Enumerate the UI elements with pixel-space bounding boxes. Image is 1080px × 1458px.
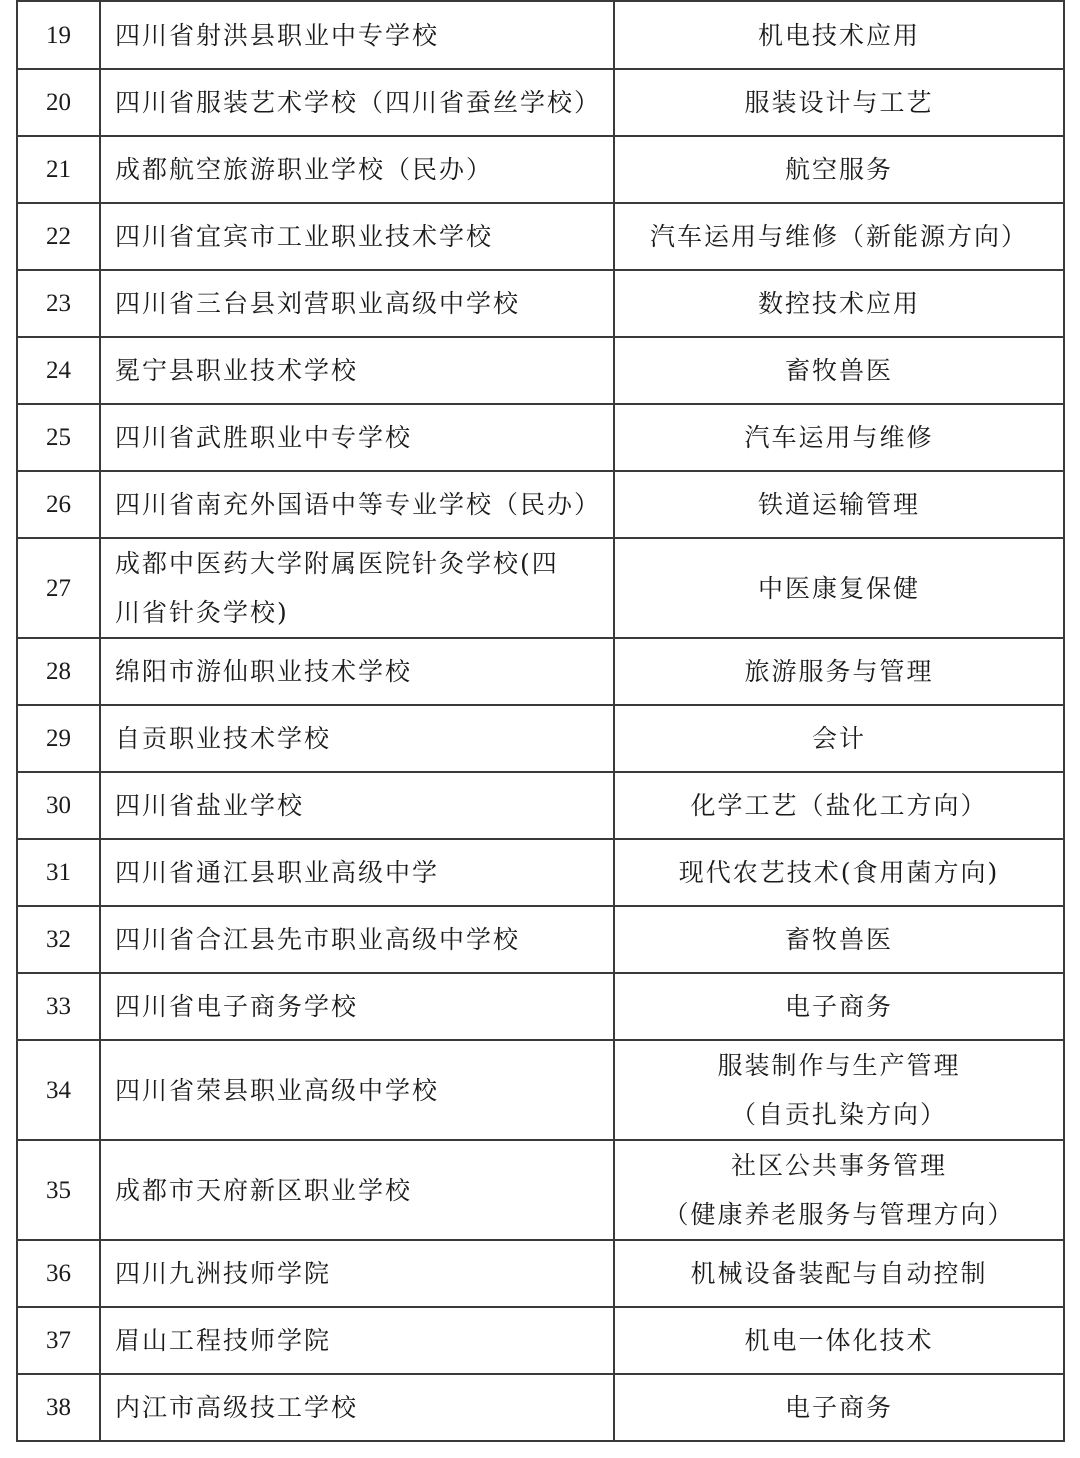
school-name-cell xyxy=(100,404,614,471)
table-row xyxy=(17,973,1064,1040)
major-name-cell xyxy=(614,638,1064,705)
school-name-line: 四川省合江县先市职业高级中学校 xyxy=(115,925,521,954)
major-name-line: 中医康复保健 xyxy=(757,573,920,603)
table-row xyxy=(17,1374,1064,1441)
table-row xyxy=(17,1,1064,69)
major-name-line: 汽车运用与维修 xyxy=(744,423,934,452)
row-number-cell: 32 xyxy=(17,906,100,973)
row-number-cell: 27 xyxy=(17,538,100,638)
major-name-cell xyxy=(614,1307,1064,1374)
table-row xyxy=(17,705,1064,772)
school-name-line: 自贡职业技术学校 xyxy=(115,724,332,753)
major-name-cell xyxy=(614,1,1064,69)
major-name-line: 畜牧兽医 xyxy=(784,356,893,385)
row-number-cell: 36 xyxy=(17,1240,100,1307)
major-name-cell xyxy=(614,404,1064,471)
school-name-line: 成都市天府新区职业学校 xyxy=(115,1175,413,1205)
major-name-cell xyxy=(614,973,1064,1040)
major-name-cell xyxy=(614,270,1064,337)
row-number-cell: 37 xyxy=(17,1307,100,1374)
table-row xyxy=(17,471,1064,538)
school-name-cell xyxy=(100,638,614,705)
row-number-cell: 38 xyxy=(17,1374,100,1441)
school-name-line: 四川省盐业学校 xyxy=(115,791,305,820)
school-name-cell xyxy=(100,69,614,136)
major-name-cell xyxy=(614,203,1064,270)
major-name-cell xyxy=(614,1140,1064,1240)
major-name-cell xyxy=(614,906,1064,973)
school-name-cell xyxy=(100,203,614,270)
major-name-cell xyxy=(614,772,1064,839)
school-name-line: 四川省通江县职业高级中学 xyxy=(115,858,440,887)
major-name-line: 服装设计与工艺 xyxy=(744,88,934,117)
table-row xyxy=(17,1240,1064,1307)
row-number-cell: 35 xyxy=(17,1140,100,1240)
school-name-cell xyxy=(100,1240,614,1307)
major-name-line: 机电一体化技术 xyxy=(744,1326,934,1355)
row-number-cell: 20 xyxy=(17,69,100,136)
row-number-cell: 22 xyxy=(17,203,100,270)
school-name-line: 内江市高级技工学校 xyxy=(115,1393,359,1422)
row-number-cell: 34 xyxy=(17,1040,100,1140)
school-name-cell xyxy=(100,772,614,839)
major-name-line: （健康养老服务与管理方向） xyxy=(663,1200,1015,1229)
major-name-cell xyxy=(614,839,1064,906)
row-number-cell: 30 xyxy=(17,772,100,839)
school-name-line: 眉山工程技师学院 xyxy=(115,1326,332,1355)
table-row xyxy=(17,136,1064,203)
major-name-cell xyxy=(614,705,1064,772)
school-name-line: 四川省电子商务学校 xyxy=(115,992,359,1021)
major-name-line: 机电技术应用 xyxy=(757,20,920,50)
school-name-line: 四川省荣县职业高级中学校 xyxy=(115,1075,440,1105)
school-name-cell xyxy=(100,1140,614,1240)
table-row xyxy=(17,839,1064,906)
school-name-line: 四川省宜宾市工业职业技术学校 xyxy=(115,222,494,251)
school-name-line: 冕宁县职业技术学校 xyxy=(115,356,359,385)
row-number-cell: 25 xyxy=(17,404,100,471)
school-name-line: 成都航空旅游职业学校（民办） xyxy=(115,155,494,184)
school-name-cell xyxy=(100,906,614,973)
row-number-cell: 26 xyxy=(17,471,100,538)
table-row xyxy=(17,337,1064,404)
row-number-cell: 31 xyxy=(17,839,100,906)
table-row xyxy=(17,1307,1064,1374)
table-row xyxy=(17,203,1064,270)
table-row xyxy=(17,906,1064,973)
school-name-cell xyxy=(100,839,614,906)
row-number-cell: 33 xyxy=(17,973,100,1040)
school-name-line: 四川省射洪县职业中专学校 xyxy=(115,20,440,50)
school-name-cell xyxy=(100,1307,614,1374)
table-row xyxy=(17,638,1064,705)
table-row xyxy=(17,1140,1064,1240)
major-name-cell xyxy=(614,471,1064,538)
school-name-cell xyxy=(100,1040,614,1140)
row-number-cell: 19 xyxy=(17,1,100,69)
table-row xyxy=(17,538,1064,638)
major-name-line: 电子商务 xyxy=(784,1393,893,1422)
school-name-line: 绵阳市游仙职业技术学校 xyxy=(115,657,413,686)
major-name-line: 汽车运用与维修（新能源方向） xyxy=(649,222,1028,251)
major-name-cell xyxy=(614,538,1064,638)
major-name-line: 社区公共事务管理 xyxy=(730,1151,947,1180)
school-name-cell xyxy=(100,1374,614,1441)
table-row xyxy=(17,404,1064,471)
school-name-line: 四川省三台县刘营职业高级中学校 xyxy=(115,289,521,318)
school-name-line: 四川省服装艺术学校（四川省蚕丝学校） xyxy=(115,88,602,117)
major-name-line: 电子商务 xyxy=(784,992,893,1021)
major-name-line: 服装制作与生产管理 xyxy=(717,1051,961,1080)
major-name-line: 铁道运输管理 xyxy=(757,490,920,519)
school-name-line: 四川省南充外国语中等专业学校（民办） xyxy=(115,490,602,519)
major-name-line: 旅游服务与管理 xyxy=(744,657,934,686)
major-name-cell xyxy=(614,337,1064,404)
school-name-cell xyxy=(100,973,614,1040)
school-name-line: 川省针灸学校) xyxy=(115,598,289,627)
major-name-line: 数控技术应用 xyxy=(757,289,920,318)
school-name-cell xyxy=(100,136,614,203)
major-name-line: 畜牧兽医 xyxy=(784,925,893,954)
row-number-cell: 29 xyxy=(17,705,100,772)
row-number-cell: 28 xyxy=(17,638,100,705)
row-number-cell: 21 xyxy=(17,136,100,203)
major-name-line: （自贡扎染方向） xyxy=(730,1100,947,1129)
school-major-table-container xyxy=(16,0,1063,1442)
table-row xyxy=(17,1040,1064,1140)
major-name-line: 机械设备装配与自动控制 xyxy=(690,1259,988,1288)
major-name-line: 现代农艺技术(食用菌方向) xyxy=(678,858,1000,887)
table-row xyxy=(17,69,1064,136)
school-name-cell xyxy=(100,471,614,538)
major-name-cell xyxy=(614,69,1064,136)
school-name-cell xyxy=(100,705,614,772)
major-name-line: 会计 xyxy=(811,724,866,753)
school-name-line: 四川省武胜职业中专学校 xyxy=(115,423,413,452)
table-row xyxy=(17,772,1064,839)
school-name-cell xyxy=(100,337,614,404)
table-body xyxy=(17,1,1064,1441)
school-name-line: 成都中医药大学附属医院针灸学校(四 xyxy=(115,549,559,578)
major-name-cell xyxy=(614,136,1064,203)
major-name-line: 航空服务 xyxy=(784,155,893,184)
major-name-cell xyxy=(614,1240,1064,1307)
row-number-cell: 24 xyxy=(17,337,100,404)
major-name-line: 化学工艺（盐化工方向） xyxy=(690,791,988,820)
table-row xyxy=(17,270,1064,337)
school-name-cell xyxy=(100,1,614,69)
school-major-table xyxy=(16,0,1065,1442)
major-name-cell xyxy=(614,1040,1064,1140)
school-name-line: 四川九洲技师学院 xyxy=(115,1259,332,1288)
school-name-cell xyxy=(100,270,614,337)
school-name-cell xyxy=(100,538,614,638)
major-name-cell xyxy=(614,1374,1064,1441)
row-number-cell: 23 xyxy=(17,270,100,337)
